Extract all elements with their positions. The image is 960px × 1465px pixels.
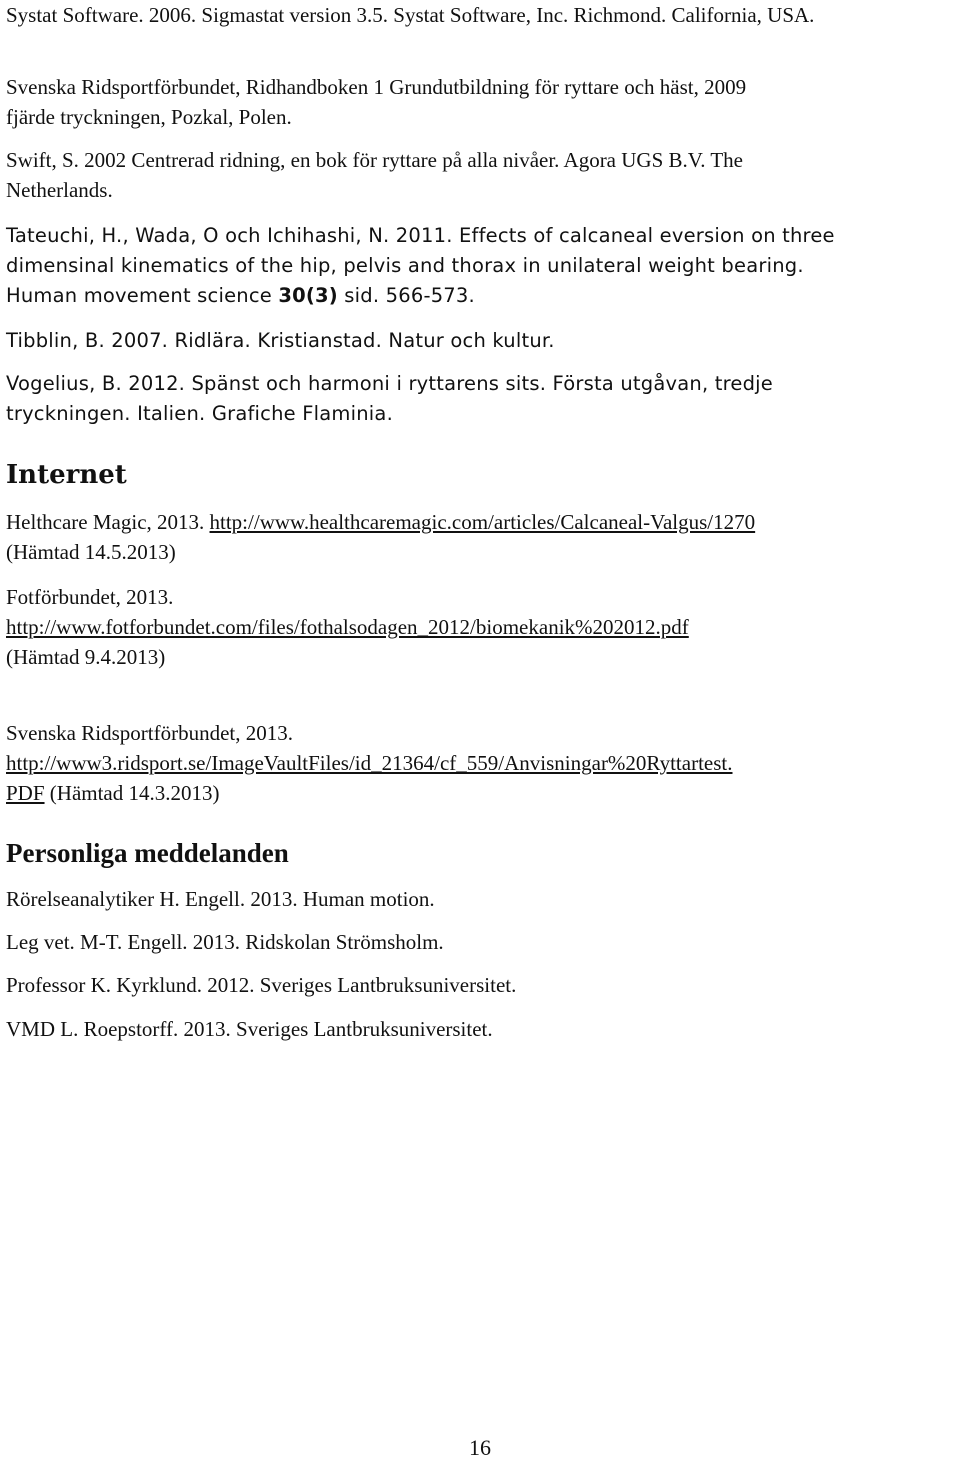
reference-line: (Hämtad 14.5.2013): [6, 540, 176, 564]
retrieved-date: (Hämtad 14.3.2013): [44, 781, 220, 805]
reference-fotforbundet: [6, 582, 960, 672]
fotforbundet-link[interactable]: http://www.fotforbundet.com/files/fothalsodagen_2012/biomekanik%202012.pdf: [6, 615, 689, 639]
reference-systat-text: Systat Software. 2006. Sigmastat version 3.5. Systat Software, Inc. Richmond. California, USA.: [6, 3, 815, 27]
reference-systat: [6, 0, 960, 30]
journal-volume: 30(3): [278, 284, 338, 307]
personal-item: VMD L. Roepstorff. 2013. Sveriges Lantbruksuniversitet.: [6, 1017, 493, 1041]
personal-item: Leg vet. M-T. Engell. 2013. Ridskolan Strömsholm.: [6, 930, 444, 954]
reference-line: [6, 612, 960, 642]
reference-swift: [6, 145, 960, 205]
reference-svenska-ridhandbok: [6, 72, 960, 132]
reference-svenska-ridsport-2013: [6, 718, 960, 808]
personal-item: Professor K. Kyrklund. 2012. Sveriges Lantbruksuniversitet.: [6, 973, 517, 997]
page-number: 16: [469, 1435, 491, 1460]
reference-line: Fotförbundet, 2013.: [6, 585, 174, 609]
section-heading-personal: Personliga meddelanden: [6, 838, 289, 868]
reference-line: Tateuchi, H., Wada, O och Ichihashi, N. 2011. Effects of calcaneal eversion on three: [6, 224, 835, 247]
reference-vogelius: [6, 369, 960, 429]
reference-line: Swift, S. 2002 Centrerad ridning, en bok för ryttare på alla nivåer. Agora UGS B.V. The: [6, 148, 743, 172]
helthcare-magic-link[interactable]: http://www.healthcaremagic.com/articles/Calcaneal-Valgus/1270: [209, 510, 756, 534]
reference-line: Vogelius, B. 2012. Spänst och harmoni i ryttarens sits. Första utgåvan, tredje: [6, 372, 773, 395]
reference-line: [6, 507, 960, 537]
reference-source: Helthcare Magic, 2013.: [6, 510, 210, 534]
reference-helthcare-magic: [6, 507, 960, 567]
personal-item: Rörelseanalytiker H. Engell. 2013. Human motion.: [6, 887, 435, 911]
journal-name: Human movement science: [6, 284, 279, 307]
reference-line: [6, 778, 960, 808]
journal-pages: sid. 566-573.: [337, 284, 475, 307]
reference-tateuchi: [6, 221, 960, 311]
reference-line: dimensinal kinematics of the hip, pelvis and thorax in unilateral weight bearing.: [6, 254, 804, 277]
ridsport-link[interactable]: http://www3.ridsport.se/ImageVaultFiles/id_21364/cf_559/Anvisningar%20Ryttartest.: [6, 751, 733, 775]
reference-line: [6, 281, 960, 311]
reference-line: Svenska Ridsportförbundet, 2013.: [6, 721, 293, 745]
reference-line: (Hämtad 9.4.2013): [6, 645, 166, 669]
reference-line: Svenska Ridsportförbundet, Ridhandboken 1 Grundutbildning för ryttare och häst, 2009: [6, 75, 747, 99]
section-heading-internet: Internet: [6, 460, 127, 490]
reference-line: fjärde tryckningen, Pozkal, Polen.: [6, 105, 292, 129]
reference-tibblin: [6, 326, 960, 356]
reference-line: tryckningen. Italien. Grafiche Flaminia.: [6, 402, 393, 425]
reference-line: [6, 748, 960, 778]
ridsport-link-continued[interactable]: PDF: [6, 781, 45, 805]
reference-line: Netherlands.: [6, 178, 113, 202]
reference-tibblin-text: Tibblin, B. 2007. Ridlära. Kristianstad. Natur och kultur.: [6, 329, 555, 352]
